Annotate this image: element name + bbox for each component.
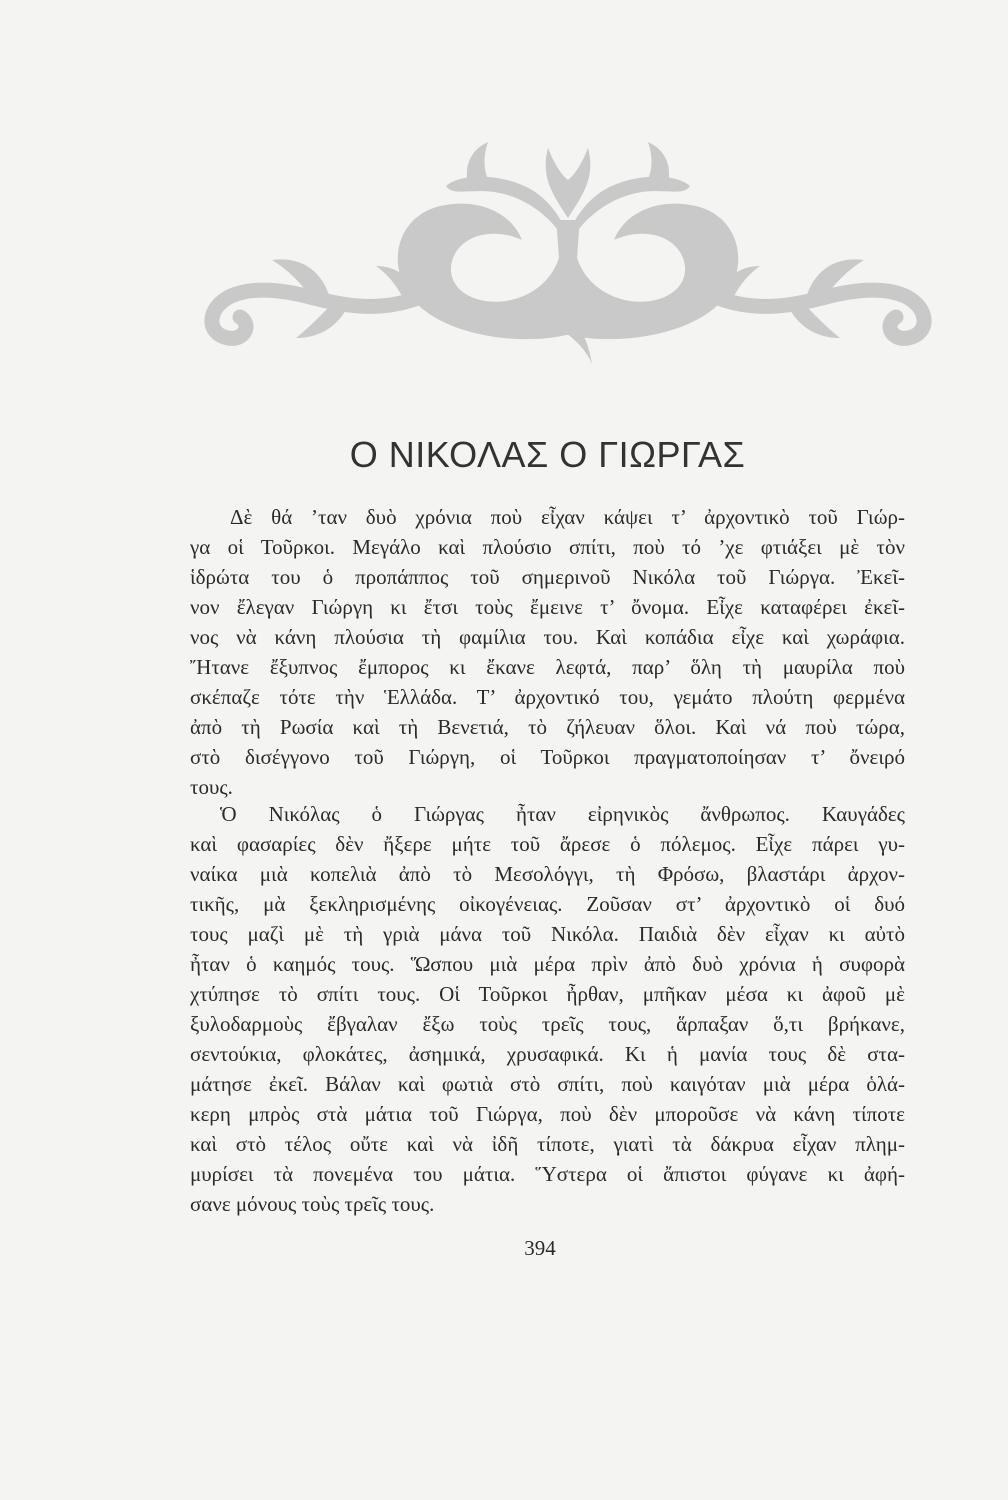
text-line: Ὁ Νικόλας ὁ Γιώργας ἦταν εἰρηνικὸς ἄνθρωπος. Καυγάδες: [220, 802, 905, 826]
page-number: 394: [524, 1236, 556, 1260]
text-line: χτύπησε τὸ σπίτι τους. Οἱ Τοῦρκοι ἦρθαν, μπῆκαν μέσα κι ἀφοῦ μὲ: [190, 982, 905, 1006]
ornament-left-upper-leaf: [467, 142, 492, 190]
text-line: ναίκα μιὰ κοπελιὰ ἀπὸ τὸ Μεσολόγγι, τὴ Φρόσω, βλαστάρι ἀρχον-: [190, 862, 905, 886]
text-line: καὶ φασαρίες δὲν ἤξερε μήτε τοῦ ἄρεσε ὁ πόλεμος. Εἶχε πάρει γυ-: [190, 832, 905, 856]
ornament-crest: [546, 148, 591, 218]
paragraph-2: [190, 799, 905, 1219]
text-line: τικῆς, μὰ ξεκληρισμένης οἰκογένειας. Ζοῦσαν στ’ ἀρχοντικὸ οἱ δυό: [190, 892, 905, 916]
text-line: νον ἔλεγαν Γιώργη κι ἔτσι τοὺς ἔμεινε τ’ ὄνομα. Εἶχε καταφέρει ἐκεῖ-: [190, 595, 905, 619]
text-line: τους.: [190, 775, 233, 799]
text-line: τους μαζὶ μὲ τὴ γριὰ μάνα τοῦ Νικόλα. Παιδιὰ δὲν εἶχαν κι αὐτὸ: [190, 922, 905, 946]
body-text: [190, 502, 905, 1219]
text-line: ξυλοδαρμοὺς ἔβγαλαν ἔξω τοὺς τρεῖς τους, ἅρπαξαν ὅ,τι βρήκανε,: [190, 1012, 905, 1036]
ornament-left-half: [212, 142, 571, 339]
ornament-right-half: [565, 142, 924, 339]
text-line: ἦταν ὁ καημός τους. Ὥσπου μιὰ μέρα πρὶν ἀπὸ δυὸ χρόνια ἡ συφορὰ: [190, 952, 905, 976]
ornament-right-arm-leaf-bottom: [788, 304, 840, 338]
text-line: Δὲ θά ’ταν δυὸ χρόνια ποὺ εἶχαν κάψει τ’ ἀρχοντικὸ τοῦ Γιώρ-: [230, 505, 905, 529]
text-line: μάτησε ἐκεῖ. Βάλαν καὶ φωτιὰ στὸ σπίτι, ποὺ καιγόταν μιὰ μέρα ὁλά-: [190, 1072, 905, 1096]
text-line: μυρίσει τὰ πονεμένα του μάτια. Ὕστερα οἱ ἄπιστοι φύγανε κι ἀφή-: [190, 1162, 905, 1186]
text-line: σανε μόνους τοὺς τρεῖς τους.: [190, 1192, 435, 1216]
paragraph-1: [190, 502, 905, 802]
text-line: σεντούκια, φλοκάτες, ἀσημικά, χρυσαφικά. Κι ἡ μανία τους δὲ στα-: [190, 1042, 905, 1066]
ornament-right-upper-leaf: [644, 142, 669, 190]
text-line: κερη μπρὸς στὰ μάτια τοῦ Γιώργα, ποὺ δὲν μποροῦσε νὰ κάνη τίποτε: [190, 1102, 905, 1126]
ornament-left-arm-leaf-bottom: [296, 304, 348, 338]
text-line: καὶ στὸ τέλος οὔτε καὶ νὰ ἰδῆ τίποτε, γιατὶ τὰ δάκρυα εἶχαν πλημ-: [190, 1132, 905, 1156]
text-line: ἱδρώτα του ὁ προπάππος τοῦ σημερινοῦ Νικόλα τοῦ Γιώργα. Ἐκεῖ-: [190, 565, 905, 589]
text-line: ἀπὸ τὴ Ρωσία καὶ τὴ Βενετιά, τὸ ζήλευαν ὅλοι. Καὶ νά ποὺ τώρα,: [190, 715, 905, 739]
ornament-flourish: [0, 0, 1008, 400]
text-line: γα οἱ Τοῦρκοι. Μεγάλο καὶ πλούσιο σπίτι, ποὺ τό ’χε φτιάξει μὲ τὸν: [190, 535, 905, 559]
ornament-right-lobe: [565, 204, 738, 340]
text-line: στὸ δισέγγονο τοῦ Γιώργη, οἱ Τοῦρκοι πραγματοποίησαν τ’ ὄνειρό: [190, 745, 905, 769]
chapter-title: Ο ΝΙΚΟΛΑΣ Ο ΓΙΩΡΓΑΣ: [349, 434, 746, 475]
text-line: Ἤτανε ἔξυπνος ἔμπορος κι ἔκανε λεφτά, παρ’ ὅλη τὴ μαυρίλα ποὺ: [190, 655, 905, 679]
text-line: νος νὰ κάνη πλούσια τὴ φαμίλια του. Καὶ κοπάδια εἶχε καὶ χωράφια.: [190, 625, 905, 649]
ornament-left-lobe: [398, 204, 571, 340]
text-line: σκέπαζε τότε τὴν Ἑλλάδα. Τ’ ἀρχοντικό του, γεμάτο πλούτη φερμένα: [190, 685, 905, 709]
